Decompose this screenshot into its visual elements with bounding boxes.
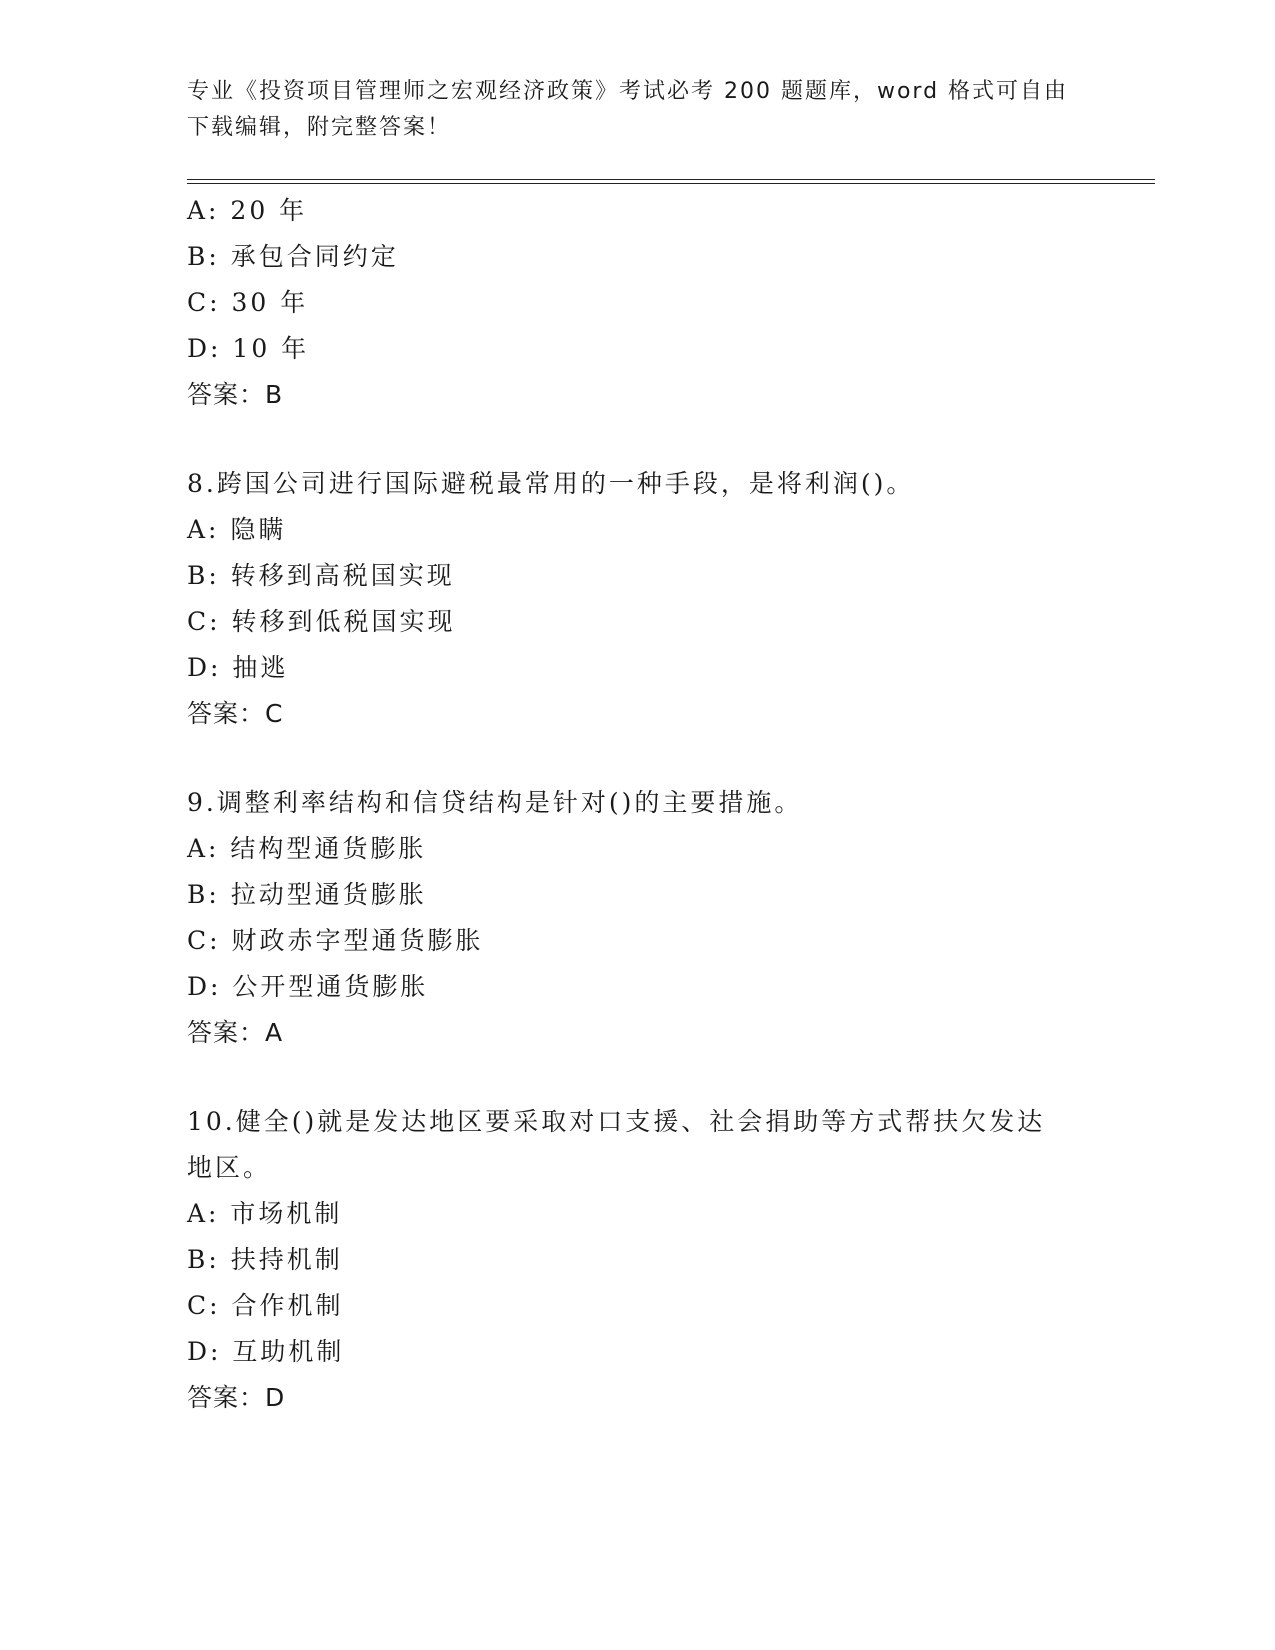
option-c: C: 30 年 bbox=[187, 288, 309, 317]
option-d: D: 公开型通货膨胀 bbox=[187, 972, 429, 1001]
spacer bbox=[187, 737, 1087, 780]
answer-line: 答案：A bbox=[187, 1018, 284, 1047]
question-stem: 9.调整利率结构和信贷结构是针对()的主要措施。 bbox=[187, 788, 803, 817]
option-c: C: 合作机制 bbox=[187, 1291, 344, 1320]
option-a: A: 20 年 bbox=[187, 196, 308, 225]
question-stem-line-1: 10.健全()就是发达地区要采取对口支援、社会捐助等方式帮扶欠发达 bbox=[187, 1107, 1046, 1136]
option-b: B: 扶持机制 bbox=[187, 1245, 343, 1274]
question-stem: 8.跨国公司进行国际避税最常用的一种手段，是将利润()。 bbox=[187, 469, 915, 498]
answer-line: 答案：C bbox=[187, 699, 284, 728]
question-stem-line-2: 地区。 bbox=[187, 1153, 272, 1182]
option-c: C: 财政赤字型通货膨胀 bbox=[187, 926, 484, 955]
answer-line: 答案：B bbox=[187, 380, 284, 409]
spacer bbox=[187, 1056, 1087, 1099]
question-10 bbox=[187, 1099, 1087, 1421]
question-7 bbox=[187, 188, 1087, 418]
option-d: D: 10 年 bbox=[187, 334, 310, 363]
header-divider-bottom bbox=[187, 183, 1155, 184]
header-divider-top bbox=[187, 179, 1155, 180]
question-9 bbox=[187, 780, 1087, 1056]
option-a: A: 市场机制 bbox=[187, 1199, 343, 1228]
spacer bbox=[187, 418, 1087, 461]
option-d: D: 互助机制 bbox=[187, 1337, 345, 1366]
option-a: A: 隐瞒 bbox=[187, 515, 287, 544]
option-b: B: 拉动型通货膨胀 bbox=[187, 880, 427, 909]
option-d: D: 抽逃 bbox=[187, 653, 289, 682]
question-list bbox=[187, 188, 1087, 1421]
answer-line: 答案：D bbox=[187, 1383, 286, 1412]
option-b: B: 转移到高税国实现 bbox=[187, 561, 455, 590]
question-8 bbox=[187, 461, 1087, 737]
option-a: A: 结构型通货膨胀 bbox=[187, 834, 427, 863]
document-header bbox=[187, 74, 1087, 146]
option-c: C: 转移到低税国实现 bbox=[187, 607, 456, 636]
option-b: B: 承包合同约定 bbox=[187, 242, 399, 271]
header-line-2: 下载编辑，附完整答案！ bbox=[187, 115, 452, 140]
header-line-1: 专业《投资项目管理师之宏观经济政策》考试必考 200 题题库，word 格式可自由 bbox=[187, 79, 1069, 104]
